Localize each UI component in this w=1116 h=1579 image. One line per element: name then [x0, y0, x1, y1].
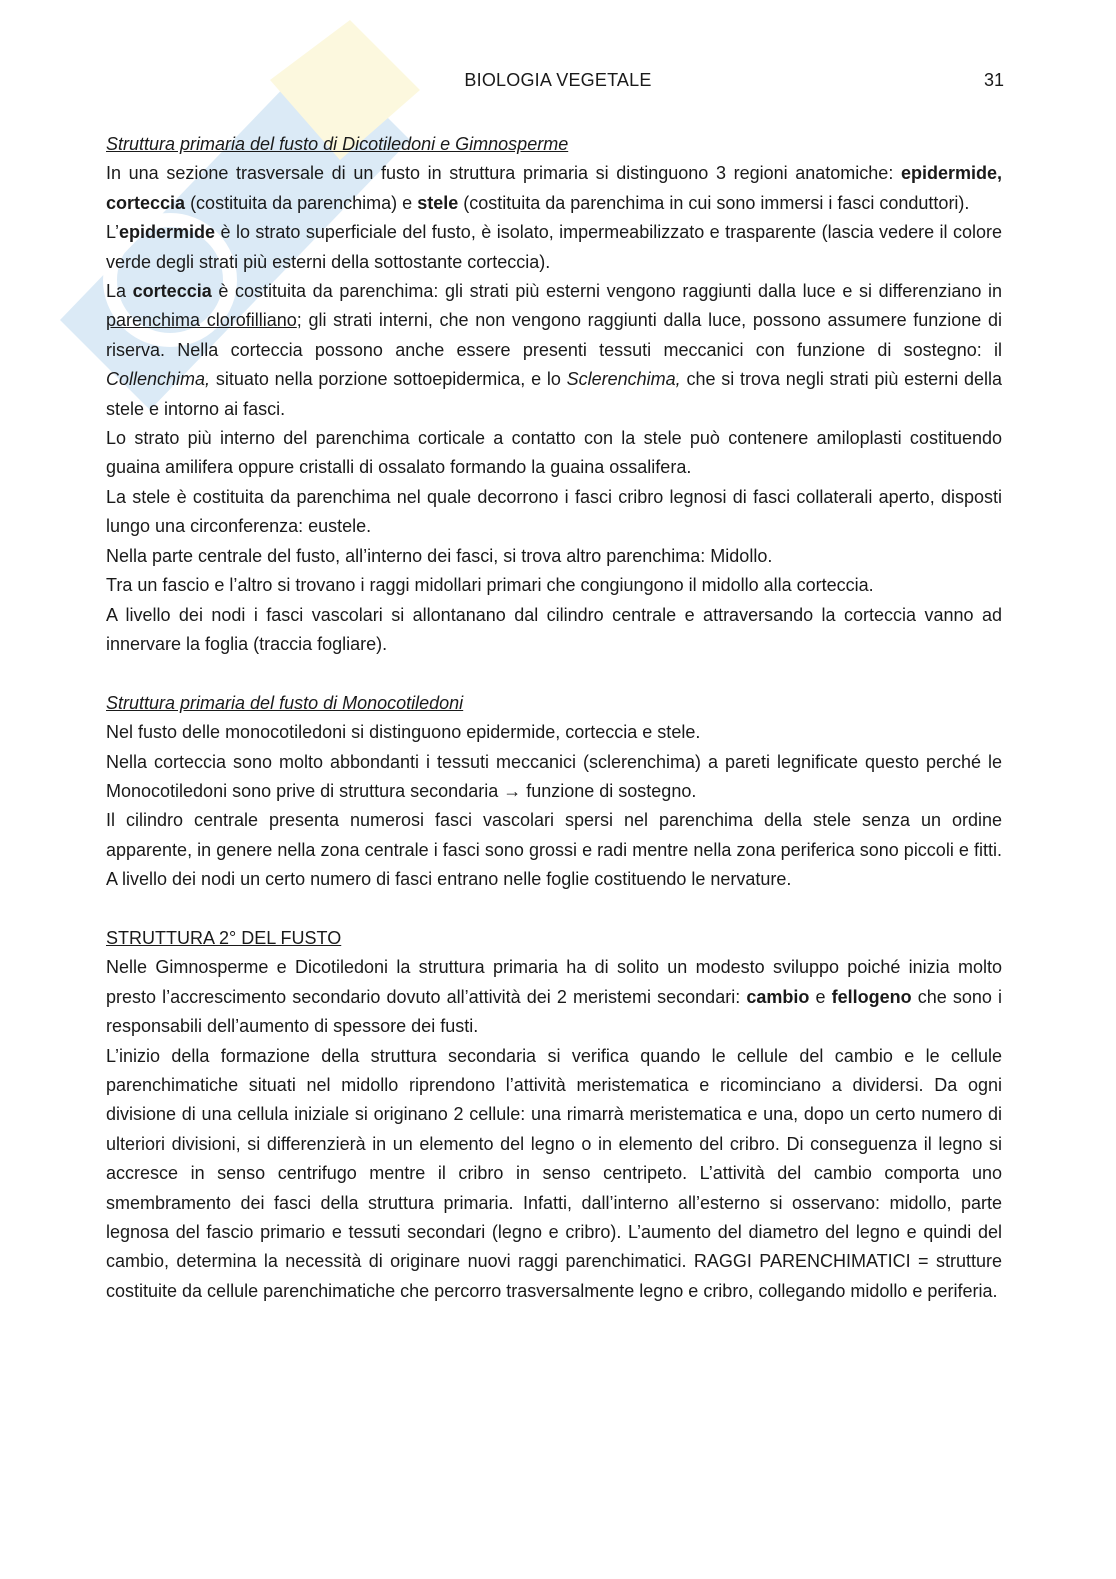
page-header	[0, 66, 1116, 96]
paragraph: Nella parte centrale del fusto, all’interno dei fasci, si trova altro parenchima: Midollo.	[106, 545, 773, 566]
section-heading-dicotiledoni: Struttura primaria del fusto di Dicotiledoni e Gimnosperme	[106, 134, 569, 154]
paragraph: A livello dei nodi i fasci vascolari si allontanano dal cilindro centrale e attraversando la corteccia vanno ad innervare la foglia (traccia fogliare).	[106, 604, 1002, 654]
page-number: 31	[983, 70, 1004, 90]
paragraph: Nella corteccia sono molto abbondanti i tessuti meccanici (sclerenchima) a pareti legnificate questo perché le Monocotiledoni sono prive di struttura secondaria → funzione di sostegno.	[106, 751, 1002, 801]
section-heading-struttura-secondaria: STRUTTURA 2° DEL FUSTO	[106, 927, 342, 948]
paragraph: Il cilindro centrale presenta numerosi fasci vascolari spersi nel parenchima della stele senza un ordine apparente, in genere nella zona centrale i fasci sono grossi e radi mentre nella zona periferica sono piccoli e fitti. A livello dei nodi un certo numero di fasci entrano nelle foglie costituendo le nervature.	[106, 810, 1002, 890]
header-title: BIOLOGIA VEGETALE	[464, 70, 652, 90]
document-body	[106, 130, 1002, 1306]
paragraph: La corteccia è costituita da parenchima: gli strati più esterni vengono raggiunti dalla luce e si differenziano in parenchima clorofilliano; gli strati interni, che non vengono raggiunti dalla luce, possono assumere funzione di riserva. Nella corteccia possono anche essere presenti tessuti meccanici con funzione di sostegno: il Collenchima, situato nella porzione sottoepidermica, e lo Sclerenchima, che si trova negli strati più esterni della stele e intorno ai fasci.	[106, 281, 1003, 419]
spacer	[106, 895, 1002, 924]
paragraph: Lo strato più interno del parenchima corticale a contatto con la stele può contenere amiloplasti costituendo guaina amilifera oppure cristalli di ossalato formando la guaina ossalifera.	[106, 428, 1002, 478]
paragraph: La stele è costituita da parenchima nel quale decorrono i fasci cribro legnosi di fasci collaterali aperto, disposti lungo una circonferenza: eustele.	[106, 486, 1002, 537]
paragraph: L’inizio della formazione della struttura secondaria si verifica quando le cellule del cambio e le cellule parenchimatiche situati nel midollo riprendono l’attività meristematica e ricominciano a dividersi. Da ogni divisione di una cellula iniziale si originano 2 cellule: una rimarrà meristematica e una, dopo un certo numero di ulteriori divisioni, si differenzierà in un elemento del legno o in elemento del cribro. Di conseguenza il legno si accresce in senso centrifugo mentre il cribro in senso centripeto. L’attività del cambio comporta uno smembramento dei fasci della struttura primaria. Infatti, dall’interno all’esterno si osservano: midollo, parte legnosa del fascio primario e tessuti secondari (legno e cribro). L’aumento del diametro del legno e quindi del cambio, determina la necessità di originare nuovi raggi parenchimatici. RAGGI PARENCHIMATICI = strutture costituite da cellule parenchimatiche che percorro trasversalmente legno e cribro, collegando midollo e periferia.	[106, 1045, 1002, 1301]
paragraph: L’epidermide è lo strato superficiale del fusto, è isolato, impermeabilizzato e trasparente (lascia vedere il colore verde degli strati più esterni della sottostante corteccia).	[106, 222, 1002, 272]
paragraph: Nelle Gimnosperme e Dicotiledoni la struttura primaria ha di solito un modesto sviluppo poiché inizia molto presto l’accrescimento secondario dovuto all’attività dei 2 meristemi secondari: cambio e fellogeno che sono i responsabili dell’aumento di spessore dei fusti.	[106, 957, 1003, 1037]
paragraph: Nel fusto delle monocotiledoni si distinguono epidermide, corteccia e stele.	[106, 722, 701, 743]
paragraph: Tra un fascio e l’altro si trovano i raggi midollari primari che congiungono il midollo alla corteccia.	[106, 575, 874, 596]
section-heading-monocotiledoni: Struttura primaria del fusto di Monocotiledoni	[106, 692, 464, 713]
paragraph: In una sezione trasversale di un fusto in struttura primaria si distinguono 3 regioni anatomiche: epidermide, corteccia (costituita da parenchima) e stele (costituita da parenchima in cui sono immersi i fasci conduttori).	[106, 163, 1002, 213]
spacer	[106, 659, 1002, 688]
